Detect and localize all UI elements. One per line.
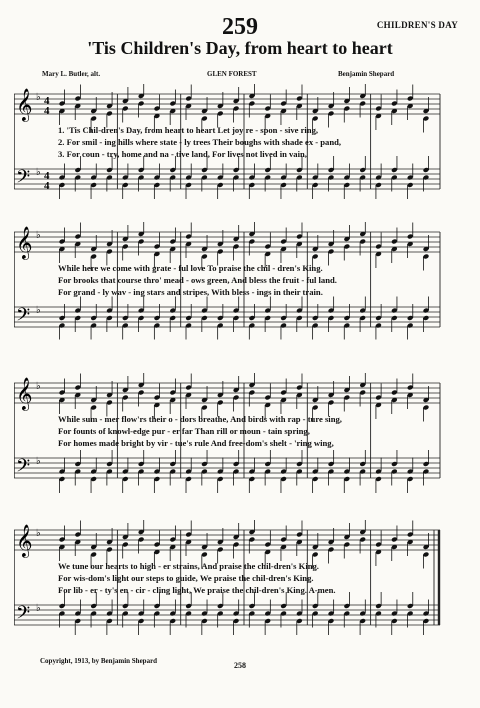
time-signature: 4 [44, 105, 50, 117]
flat-icon: ♭ [36, 603, 41, 614]
copyright-notice: Copyright, 1913, by Benjamin Shepard [40, 657, 158, 665]
lyric-line: 1. 'Tis Chil-dren's Day, from heart to heart Let joy re - spon - sive ring, [58, 125, 319, 135]
lyric-line: For founts of knowl-edge pur - er far Than rill or moun - tain spring, [58, 426, 310, 436]
flat-icon: ♭ [36, 230, 41, 241]
lyric-line: While here we come with grate - ful love To praise the chil - dren's King. [58, 263, 323, 273]
flat-icon: ♭ [36, 456, 41, 467]
music-system-3 [14, 373, 444, 503]
composer-credit: Benjamin Shepard [338, 70, 395, 78]
page-number: 258 [234, 661, 246, 670]
bass-clef-icon: 𝄢 [16, 603, 31, 628]
author-credit: Mary L. Butler, alt. [42, 70, 101, 78]
bass-staff [14, 458, 440, 478]
treble-clef-icon: 𝄞 [16, 524, 33, 557]
flat-icon: ♭ [36, 167, 41, 178]
time-signature: 4 [44, 95, 50, 107]
lyrics-system-3 [58, 413, 458, 449]
treble-clef-icon: 𝄞 [16, 88, 33, 121]
lyric-line: For lib - er - ty's en - cir - cling light, We praise the chil-dren's King. A-men. [58, 585, 336, 595]
lyric-line: 2. For smil - ing hills where state - ly trees Their boughs with shade ex - pand, [58, 137, 342, 147]
lyric-line: While sum - mer flow'rs their o - dors breathe, And birds with rap - ture sing, [58, 414, 342, 424]
bass-clef-icon: 𝄢 [16, 305, 31, 330]
tune-name: GLEN FOREST [207, 70, 257, 78]
flat-icon: ♭ [36, 305, 41, 316]
flat-icon: ♭ [36, 92, 41, 103]
lyric-line: For homes made bright by vir - tue's rule And free-dom's shelt - 'ring wing, [58, 438, 334, 448]
hymn-title: 'Tis Children's Day, from heart to heart [87, 38, 393, 58]
time-signature: 4 [44, 170, 50, 182]
hymn-number: 259 [222, 14, 258, 40]
lyrics-system-2 [58, 262, 458, 298]
lyric-line: For brooks that course thro' mead - ows green, And bless the fruit - ful land. [58, 275, 337, 285]
flat-icon: ♭ [36, 528, 41, 539]
lyric-line: 3. For coun - try, home and na - tive land, For lives not lived in vain, [58, 149, 307, 159]
bass-clef-icon: 𝄢 [16, 456, 31, 481]
music-system-2 [14, 222, 444, 352]
bass-clef-icon: 𝄢 [16, 167, 31, 192]
section-title: CHILDREN'S DAY [376, 20, 458, 30]
lyric-line: For grand - ly wav - ing stars and stripes, With bless - ings in their train. [58, 287, 323, 297]
flat-icon: ♭ [36, 381, 41, 392]
lyrics-system-1 [58, 124, 458, 160]
time-signature: 4 [44, 180, 50, 192]
lyric-line: For wis-dom's light our steps to guide, We praise the chil-dren's King. [58, 573, 314, 583]
treble-clef-icon: 𝄞 [16, 377, 33, 410]
music-system-1 [14, 84, 444, 214]
treble-clef-icon: 𝄞 [16, 226, 33, 259]
music-system-4 [14, 520, 444, 650]
lyric-line: We tune our hearts to high - er strains, And praise the chil-dren's King. [58, 561, 319, 571]
lyrics-system-4 [58, 560, 458, 596]
